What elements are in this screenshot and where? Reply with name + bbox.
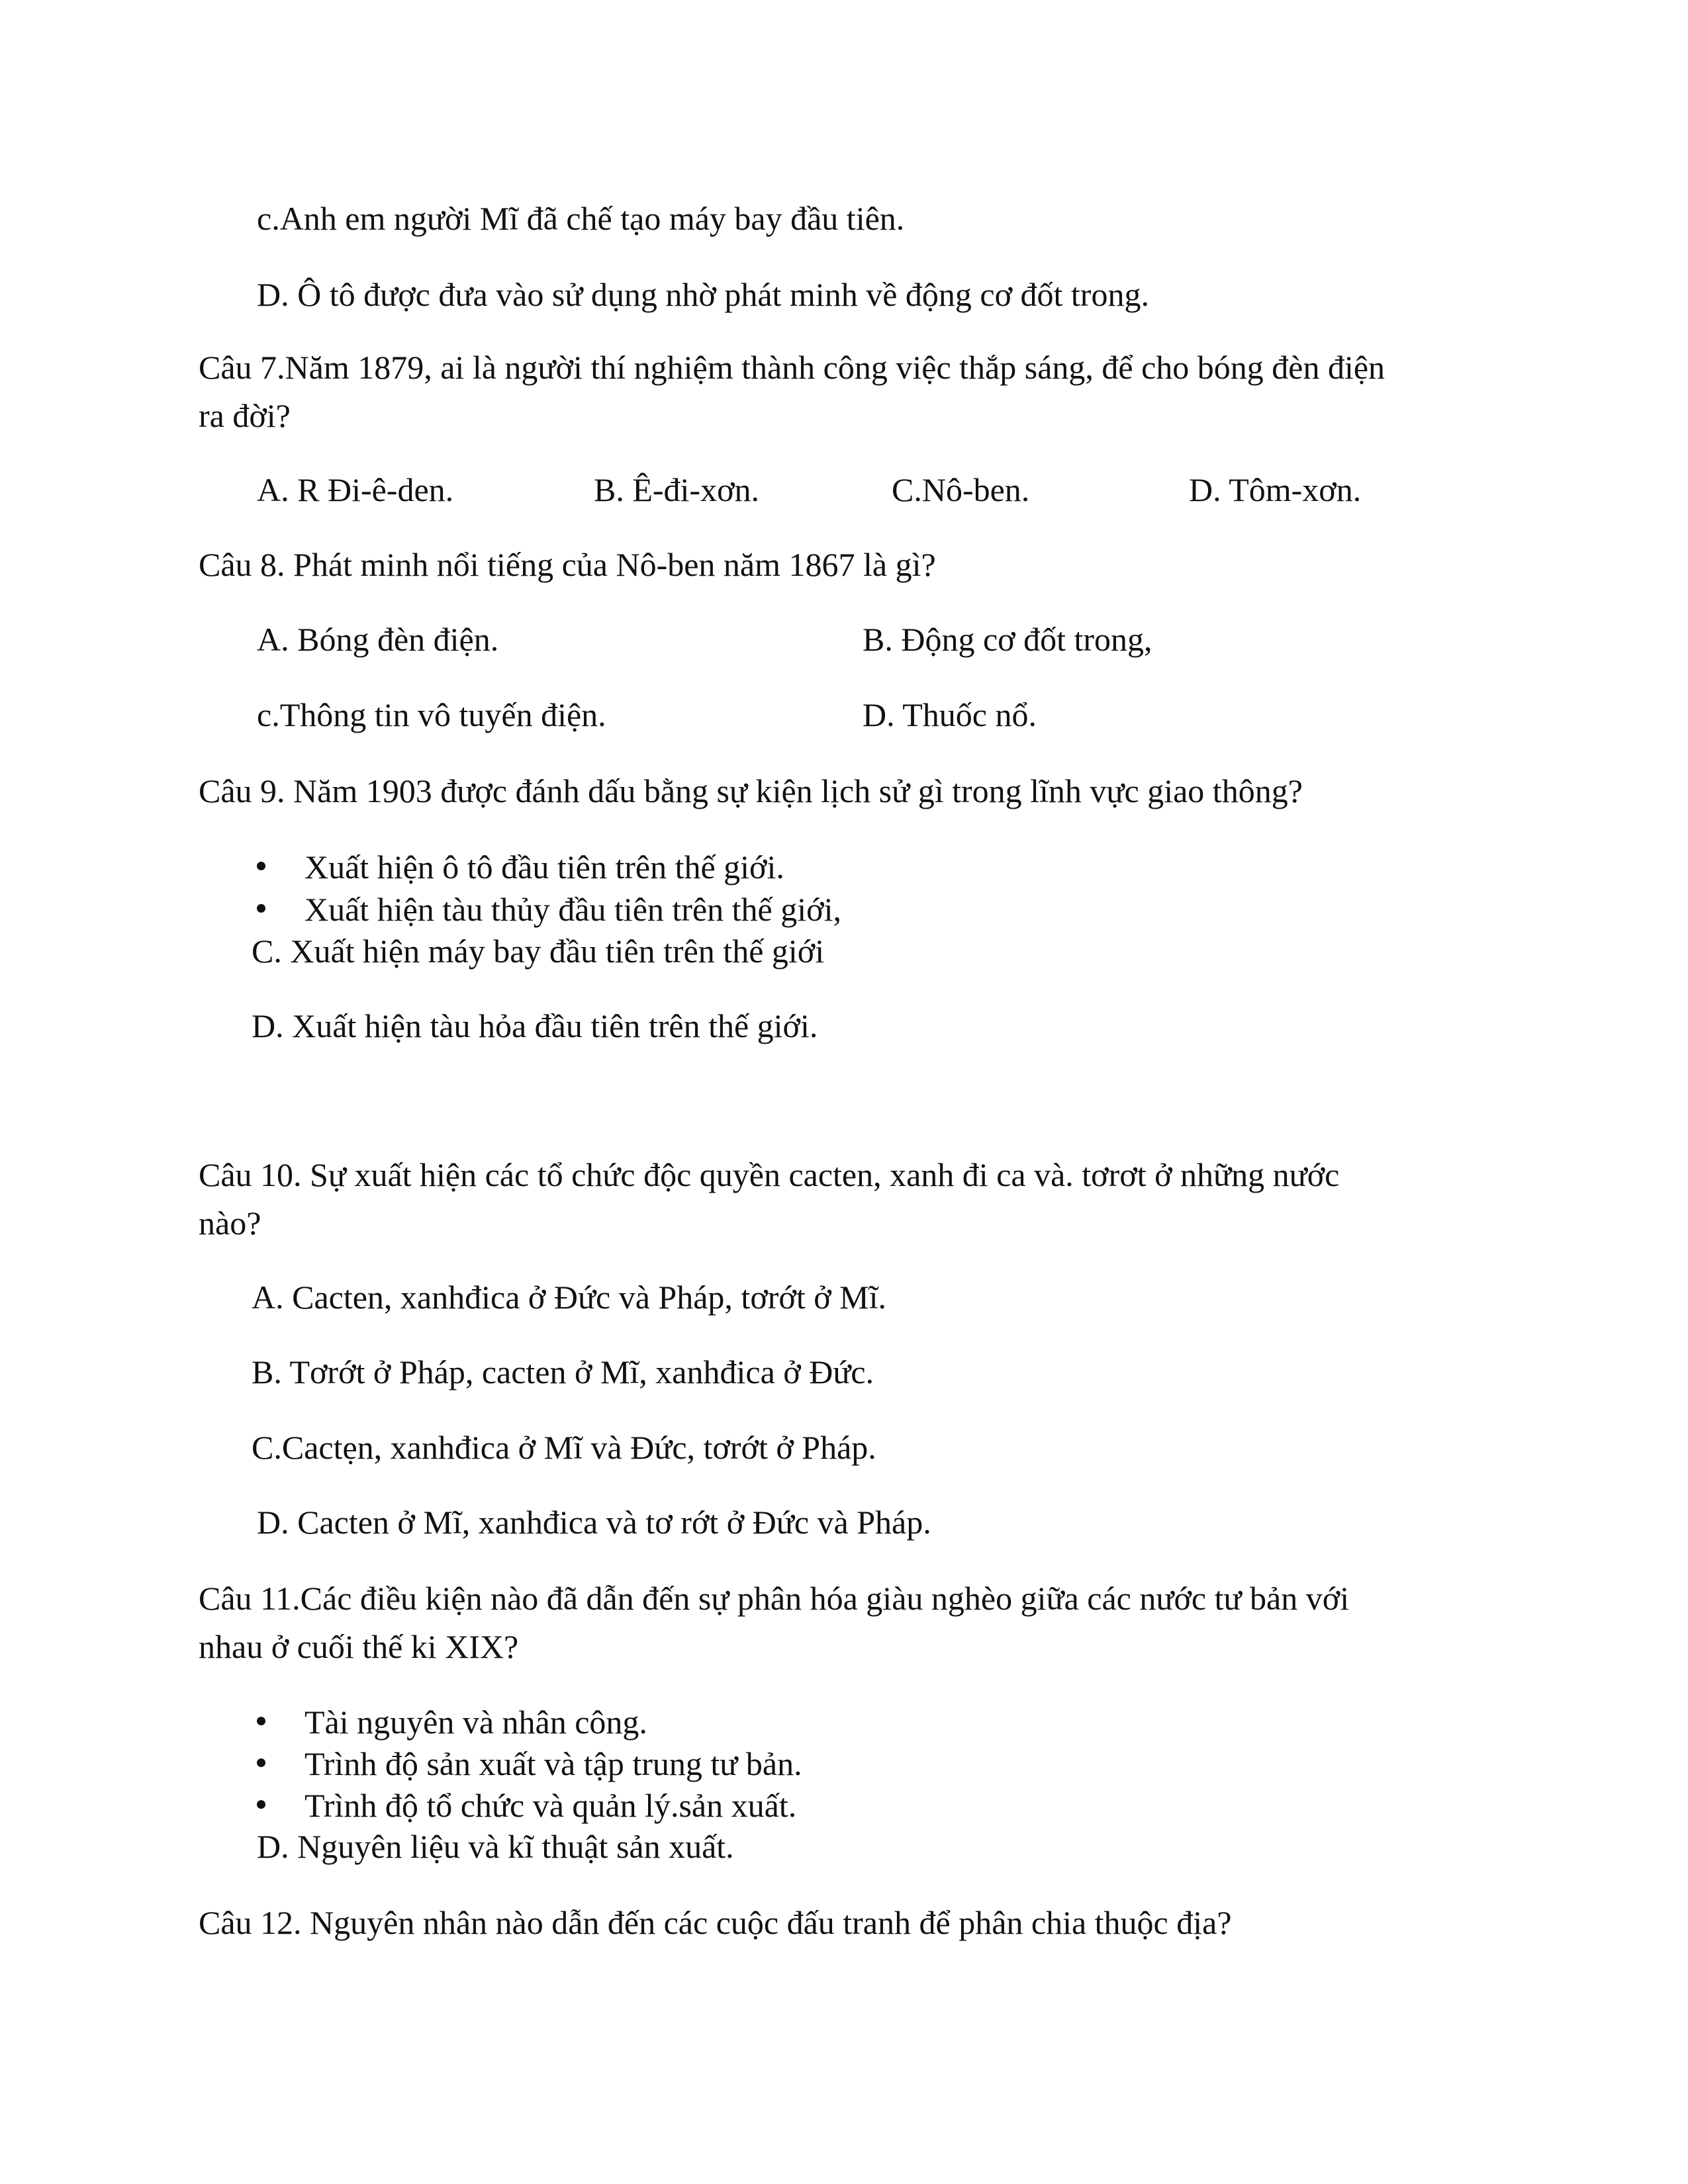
bullet-icon [257,862,265,870]
q7-option-c: C.Nô-ben. [892,471,1030,508]
q11-question-line2: nhau ở cuối thế ki XIX? [199,1628,519,1665]
bullet-icon [257,1717,265,1725]
q10-option-b: B. Tơrớt ở Pháp, cacten ở Mĩ, xanhđica ở Đức. [252,1353,874,1390]
q10-question-line1: Câu 10. Sự xuất hiện các tổ chức độc quyền cacten, xanh đi ca và. tơrơt ở những nước [199,1156,1340,1193]
q11-option-b: Trình độ sản xuất và tập trung tư bản. [305,1745,802,1782]
q10-option-a: A. Cacten, xanhđica ở Đức và Pháp, tơrớt ở Mĩ. [252,1279,887,1316]
q8-option-b: B. Động cơ đốt trong, [863,621,1152,658]
q9-option-d: D. Xuất hiện tàu hỏa đầu tiên trên thế giới. [252,1007,818,1044]
q12-question: Câu 12. Nguyên nhân nào dẫn đến các cuộc đấu tranh để phân chia thuộc địa? [199,1904,1232,1941]
q10-question-line2: nào? [199,1205,261,1242]
q7-question-line2: ra đời? [199,397,291,434]
q9-option-a: Xuất hiện ô tô đầu tiên trên thế giới. [305,848,784,886]
q8-option-c: c.Thông tin vô tuyến điện. [257,696,606,733]
q10-option-d: D. Cacten ở Mĩ, xanhđica và tơ rớt ở Đức và Pháp. [257,1504,931,1541]
q7-question-line1: Câu 7.Năm 1879, ai là người thí nghiệm thành công việc thắp sáng, để cho bóng đèn điện [199,349,1385,386]
q8-question: Câu 8. Phát minh nổi tiếng của Nô-ben năm 1867 là gì? [199,546,936,583]
q11-option-c: Trình độ tổ chức và quản lý.sản xuất. [305,1787,797,1824]
bullet-icon [257,1758,265,1767]
q9-option-b: Xuất hiện tàu thủy đầu tiên trên thế giới, [305,891,841,928]
q9-option-c: C. Xuất hiện máy bay đầu tiên trên thế giới [252,933,825,970]
q6-option-d: D. Ô tô được đưa vào sử dụng nhờ phát minh về động cơ đốt trong. [257,276,1149,313]
bullet-icon [257,1800,265,1809]
q11-option-a: Tài nguyên và nhân công. [305,1704,647,1741]
q7-option-a: A. R Đi-ê-den. [257,471,454,508]
q10-option-c: C.Cactẹn, xanhđica ở Mĩ và Đức, tơrớt ở Pháp. [252,1429,876,1466]
q11-question-line1: Câu 11.Các điều kiện nào đã dẫn đến sự phân hóa giàu nghèo giữa các nước tư bản với [199,1580,1350,1617]
q9-question: Câu 9. Năm 1903 được đánh dấu bằng sự kiện lịch sử gì trong lĩnh vực giao thông? [199,772,1303,809]
q7-option-d: D. Tôm-xơn. [1189,471,1362,508]
q7-option-b: B. Ê-đi-xơn. [594,471,760,508]
q8-option-d: D. Thuốc nổ. [863,696,1037,733]
bullet-icon [257,904,265,913]
q11-option-d: D. Nguyên liệu và kĩ thuật sản xuất. [257,1828,734,1865]
q6-option-c: c.Anh em người Mĩ đã chế tạo máy bay đầu tiên. [257,200,905,237]
q8-option-a: A. Bóng đèn điện. [257,621,499,658]
